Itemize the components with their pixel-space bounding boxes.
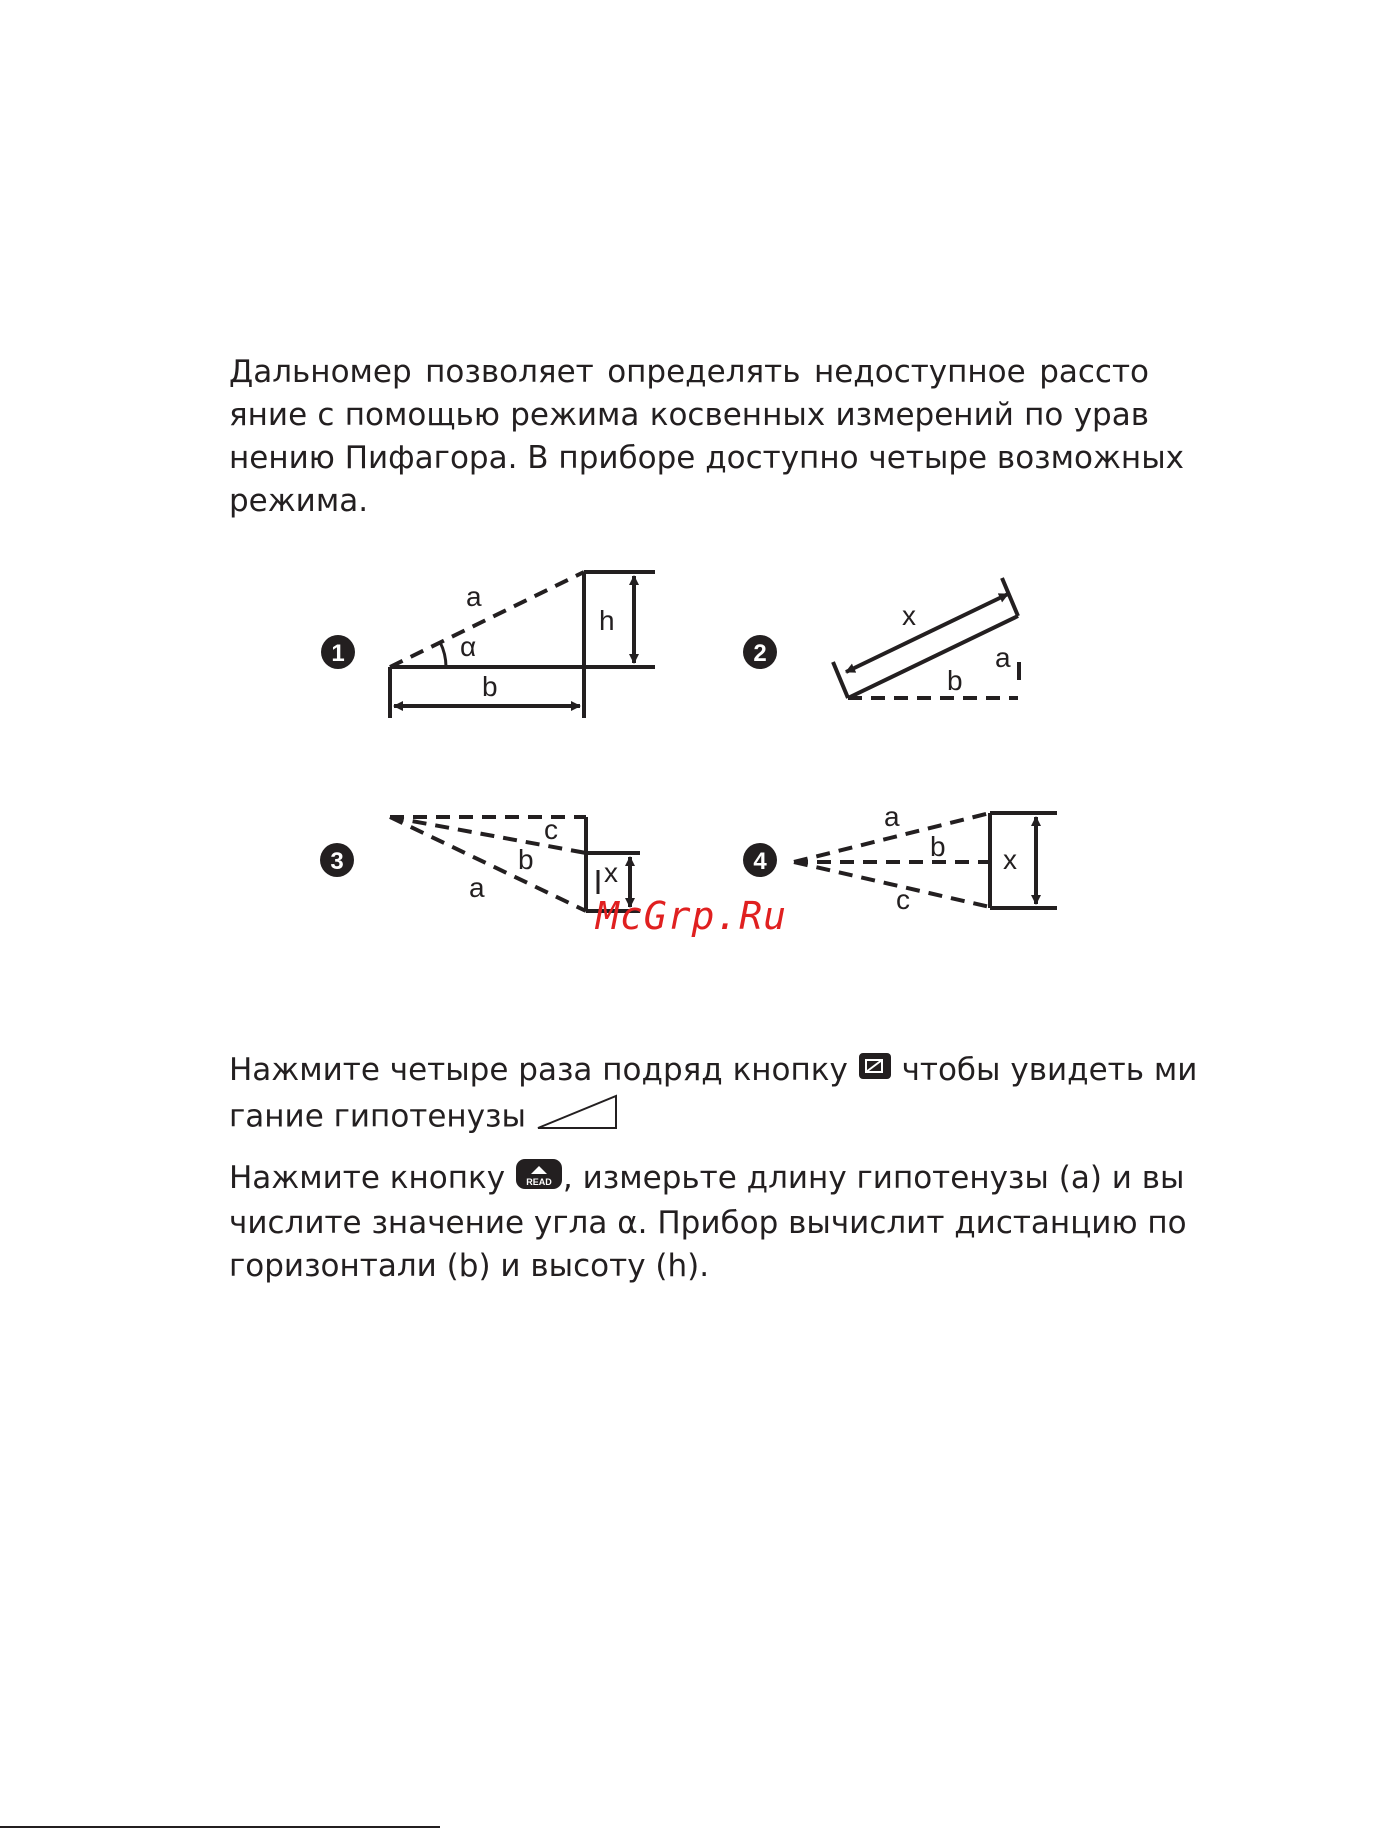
- diagram-1-number-badge: [321, 635, 355, 669]
- read-button-icon: [515, 1158, 563, 1202]
- function-button-icon: [858, 1050, 892, 1093]
- diagram-1: [321, 572, 655, 718]
- diagram-3-label-x: x: [604, 857, 618, 888]
- step1-paragraph: [229, 1049, 1198, 1143]
- diagram-4-label-c: c: [896, 884, 910, 915]
- step2-line-1: [229, 1157, 1185, 1202]
- step2-line-3: горизонтали (b) и высоту (h).: [229, 1247, 710, 1284]
- watermark: McGrp.Ru: [596, 894, 788, 938]
- step1-line-1: [229, 1049, 1198, 1093]
- step1-text-before: Нажмите четыре раза подряд кнопку: [229, 1052, 848, 1088]
- diagram-1-label-b: b: [482, 671, 498, 702]
- intro-line-2: яние с помощью режима косвенных измерений по урав: [229, 397, 1149, 433]
- step1-line-2: [229, 1093, 1149, 1143]
- diagram-1-hypotenuse: [390, 572, 584, 667]
- diagram-1-label-alpha: α: [460, 631, 477, 662]
- diagram-3-label-b: b: [518, 844, 534, 875]
- diagram-2-number-badge: [743, 635, 777, 669]
- diagram-1-label-a: a: [466, 581, 482, 612]
- diagram-2: [743, 578, 1019, 698]
- footer-rule: [0, 1826, 440, 1828]
- diagram-4-label-a: a: [884, 801, 900, 832]
- diagram-1-angle-arc: [440, 642, 446, 667]
- diagram-3-label-c: c: [544, 814, 558, 845]
- diagram-4-label-b: b: [930, 831, 946, 862]
- step1-text-after: чтобы увидеть ми: [901, 1052, 1198, 1088]
- intro-line-4: режима.: [229, 483, 369, 519]
- diagram-3-number-badge: [320, 843, 354, 877]
- intro-line-1: Дальномер позволяет определять недоступное рассто: [229, 354, 1149, 390]
- intro-line-3: нению Пифагора. В приборе доступно четыре возможных: [229, 440, 1185, 476]
- diagram-1-label-h: h: [599, 605, 615, 636]
- diagram-2-left-edge: [833, 662, 848, 698]
- diagram-2-label-b: b: [947, 665, 963, 696]
- hypotenuse-triangle-icon: [536, 1093, 620, 1143]
- diagram-3: [320, 814, 640, 911]
- diagram-3-label-a: a: [469, 872, 485, 903]
- diagram-4-label-x: x: [1003, 844, 1017, 875]
- diagram-3-number: 3: [330, 848, 344, 875]
- diagram-4: [743, 801, 1057, 915]
- step1-line-2-text: гание гипотенузы: [229, 1098, 526, 1135]
- step2-text-after: , измерьте длину гипотенузы (a) и вы: [562, 1160, 1185, 1196]
- diagram-4-number: 4: [753, 848, 767, 875]
- step2-paragraph: [229, 1157, 1187, 1288]
- diagram-4-line-c: [794, 862, 990, 907]
- read-button-label: READ: [526, 1176, 552, 1187]
- diagram-2-label-x: x: [902, 600, 916, 631]
- step2-text-before: Нажмите кнопку: [229, 1160, 506, 1196]
- diagram-2-number: 2: [753, 640, 767, 667]
- diagram-2-label-a: a: [995, 642, 1011, 673]
- diagram-4-number-badge: [743, 843, 777, 877]
- diagram-1-number: 1: [331, 640, 345, 667]
- step2-line-2: числите значение угла α. Прибор вычислит дистанцию по: [229, 1204, 1187, 1241]
